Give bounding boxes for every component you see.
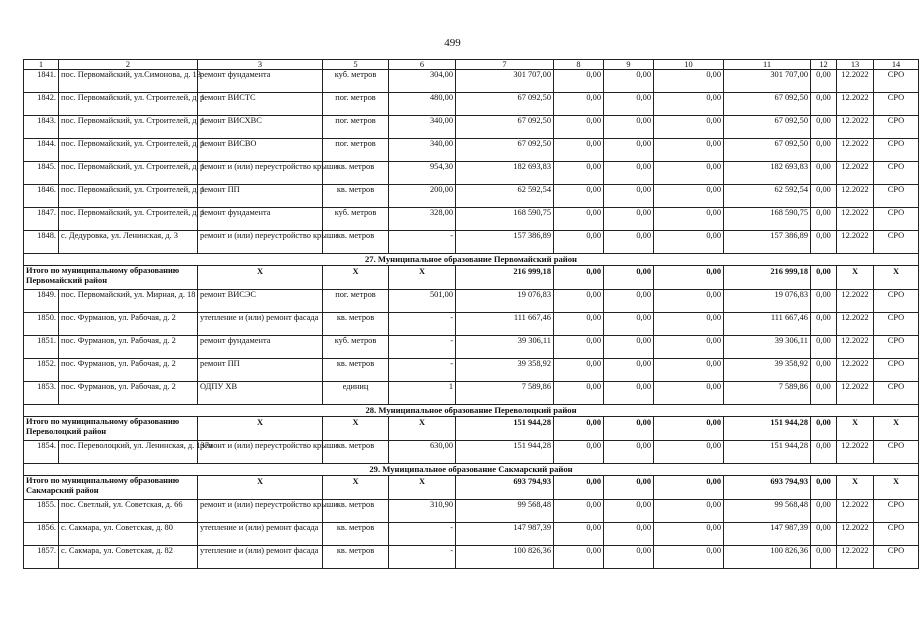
volume-cell: - [389,336,456,359]
row-number: 1843. [24,116,59,139]
deadline-cell: 12.2022 [837,70,874,93]
volume-cell: 954,30 [389,162,456,185]
table-row [24,359,919,382]
address-cell: пос. Первомайский, ул. Строителей, д. 1 [59,185,198,208]
owners-cell: 147 987,39 [724,523,811,546]
table-row [24,231,919,254]
region-cell: 0,00 [604,500,654,523]
deadline-cell: 12.2022 [837,231,874,254]
owners-cell: 67 092,50 [724,93,811,116]
deadline-cell: 12.2022 [837,208,874,231]
address-cell: пос. Фурманов, ул. Рабочая, д. 2 [59,336,198,359]
method-cell: СРО [874,290,919,313]
deadline-cell: 12.2022 [837,500,874,523]
deadline-cell: 12.2022 [837,523,874,546]
address-cell: пос. Первомайский, ул. Строителей, д. 1 [59,116,198,139]
table-row [24,208,919,231]
volume-cell: 304,00 [389,70,456,93]
subtotal-row [24,476,919,500]
owners-cell: 99 568,48 [724,500,811,523]
other-cell: 0,00 [811,313,837,336]
other-cell: 0,00 [811,70,837,93]
region-cell: 0,00 [604,382,654,405]
volume-cell: - [389,546,456,569]
row-number: 1844. [24,139,59,162]
local-cell: 0,00 [654,546,724,569]
address-cell: с. Сакмара, ул. Советская, д. 80 [59,523,198,546]
table-row [24,139,919,162]
local-cell: 0,00 [654,441,724,464]
region-cell: 0,00 [604,290,654,313]
region-cell: 0,00 [604,185,654,208]
volume-cell: 328,00 [389,208,456,231]
work-type-cell: ремонт фундамента [198,208,323,231]
local-cell: 0,00 [654,359,724,382]
subtotal-row [24,417,919,441]
subtotal-cell: X [874,476,919,500]
subtotal-row [24,266,919,290]
row-number: 1855. [24,500,59,523]
work-type-cell: ремонт ВИСТС [198,93,323,116]
address-cell: пос. Светлый, ул. Советская, д. 66 [59,500,198,523]
other-cell: 0,00 [811,116,837,139]
address-cell: пос. Фурманов, ул. Рабочая, д. 2 [59,382,198,405]
region-cell: 0,00 [604,231,654,254]
subtotal-cell: X [389,266,456,290]
row-number: 1857. [24,546,59,569]
other-cell: 0,00 [811,359,837,382]
total-cost-cell: 168 590,75 [456,208,554,231]
work-type-cell: утепление и (или) ремонт фасада [198,546,323,569]
section-heading-row [24,405,919,417]
work-type-cell: ремонт ПП [198,185,323,208]
total-cost-cell: 67 092,50 [456,93,554,116]
work-type-cell: ремонт и (или) переустройство крыши [198,231,323,254]
region-cell: 0,00 [604,546,654,569]
region-cell: 0,00 [604,70,654,93]
deadline-cell: 12.2022 [837,139,874,162]
other-cell: 0,00 [811,93,837,116]
work-type-cell: ремонт фундамента [198,70,323,93]
other-cell: 0,00 [811,546,837,569]
column-number-cell: 1 [24,60,59,70]
table-row [24,313,919,336]
local-cell: 0,00 [654,70,724,93]
subtotal-cell: 0,00 [654,476,724,500]
method-cell: СРО [874,313,919,336]
subtotal-cell: 0,00 [554,476,604,500]
other-cell: 0,00 [811,500,837,523]
other-cell: 0,00 [811,231,837,254]
fund-cell: 0,00 [554,208,604,231]
region-cell: 0,00 [604,523,654,546]
column-number-cell: 13 [837,60,874,70]
other-cell: 0,00 [811,523,837,546]
method-cell: СРО [874,441,919,464]
table-row [24,523,919,546]
subtotal-cell: X [874,266,919,290]
address-cell: пос. Первомайский, ул. Строителей, д. 1 [59,162,198,185]
owners-cell: 301 707,00 [724,70,811,93]
owners-cell: 151 944,28 [724,441,811,464]
column-number-cell: 11 [724,60,811,70]
region-cell: 0,00 [604,116,654,139]
other-cell: 0,00 [811,441,837,464]
owners-cell: 39 306,11 [724,336,811,359]
subtotal-cell: 693 794,93 [724,476,811,500]
fund-cell: 0,00 [554,70,604,93]
volume-cell: 340,00 [389,139,456,162]
owners-cell: 67 092,50 [724,116,811,139]
section-heading-row [24,254,919,266]
owners-cell: 182 693,83 [724,162,811,185]
unit-cell: куб. метров [323,208,389,231]
deadline-cell: 12.2022 [837,162,874,185]
fund-cell: 0,00 [554,139,604,162]
owners-cell: 62 592,54 [724,185,811,208]
address-cell: с. Дедуровка, ул. Ленинская, д. 3 [59,231,198,254]
unit-cell: кв. метров [323,523,389,546]
table-row [24,93,919,116]
unit-cell: кв. метров [323,313,389,336]
table-row [24,546,919,569]
volume-cell: - [389,313,456,336]
deadline-cell: 12.2022 [837,290,874,313]
local-cell: 0,00 [654,500,724,523]
column-number-cell: 5 [323,60,389,70]
table-row [24,290,919,313]
table-row [24,185,919,208]
work-type-cell: утепление и (или) ремонт фасада [198,523,323,546]
table-row [24,382,919,405]
subtotal-cell: 0,00 [604,476,654,500]
section-heading: 27. Муниципальное образование Первомайский район [24,254,919,266]
row-number: 1848. [24,231,59,254]
table-row [24,336,919,359]
address-cell: пос. Первомайский, ул. Строителей, д. 1 [59,93,198,116]
local-cell: 0,00 [654,336,724,359]
unit-cell: пог. метров [323,116,389,139]
method-cell: СРО [874,523,919,546]
local-cell: 0,00 [654,313,724,336]
table-row [24,441,919,464]
total-cost-cell: 182 693,83 [456,162,554,185]
volume-cell: - [389,523,456,546]
work-type-cell: ремонт ПП [198,359,323,382]
fund-cell: 0,00 [554,336,604,359]
address-cell: пос. Первомайский, ул. Строителей, д. 1 [59,139,198,162]
local-cell: 0,00 [654,290,724,313]
method-cell: СРО [874,546,919,569]
subtotal-cell: 0,00 [554,417,604,441]
other-cell: 0,00 [811,162,837,185]
unit-cell: кв. метров [323,546,389,569]
volume-cell: 200,00 [389,185,456,208]
local-cell: 0,00 [654,116,724,139]
region-cell: 0,00 [604,93,654,116]
capital-repair-table [23,59,919,569]
table-row [24,162,919,185]
work-type-cell: утепление и (или) ремонт фасада [198,313,323,336]
total-cost-cell: 67 092,50 [456,139,554,162]
local-cell: 0,00 [654,208,724,231]
fund-cell: 0,00 [554,116,604,139]
method-cell: СРО [874,116,919,139]
method-cell: СРО [874,93,919,116]
owners-cell: 7 589,86 [724,382,811,405]
subtotal-cell: 0,00 [811,476,837,500]
method-cell: СРО [874,359,919,382]
local-cell: 0,00 [654,93,724,116]
method-cell: СРО [874,231,919,254]
deadline-cell: 12.2022 [837,313,874,336]
subtotal-cell: 0,00 [654,417,724,441]
region-cell: 0,00 [604,441,654,464]
section-heading-row [24,464,919,476]
deadline-cell: 12.2022 [837,441,874,464]
unit-cell: кв. метров [323,441,389,464]
deadline-cell: 12.2022 [837,546,874,569]
work-type-cell: ремонт ВИСХВС [198,116,323,139]
row-number: 1841. [24,70,59,93]
unit-cell: куб. метров [323,70,389,93]
subtotal-cell: X [198,476,323,500]
volume-cell: 310,90 [389,500,456,523]
method-cell: СРО [874,382,919,405]
total-cost-cell: 157 386,89 [456,231,554,254]
method-cell: СРО [874,139,919,162]
other-cell: 0,00 [811,382,837,405]
fund-cell: 0,00 [554,382,604,405]
subtotal-cell: 151 944,28 [456,417,554,441]
owners-cell: 19 076,83 [724,290,811,313]
method-cell: СРО [874,500,919,523]
column-number-cell: 3 [198,60,323,70]
fund-cell: 0,00 [554,523,604,546]
work-type-cell: ОДПУ ХВ [198,382,323,405]
work-type-cell: ремонт и (или) переустройство крыши [198,441,323,464]
subtotal-cell: X [874,417,919,441]
table-row [24,70,919,93]
unit-cell: единиц [323,382,389,405]
fund-cell: 0,00 [554,290,604,313]
unit-cell: кв. метров [323,162,389,185]
subtotal-cell: 0,00 [604,417,654,441]
subtotal-cell: X [389,476,456,500]
subtotal-label: Итого по муниципальному образованию Сакмарский район [24,476,198,500]
owners-cell: 39 358,92 [724,359,811,382]
row-number: 1852. [24,359,59,382]
row-number: 1854. [24,441,59,464]
table-row [24,500,919,523]
subtotal-cell: 0,00 [811,417,837,441]
column-number-cell: 12 [811,60,837,70]
volume-cell: 480,00 [389,93,456,116]
method-cell: СРО [874,162,919,185]
volume-cell: - [389,231,456,254]
fund-cell: 0,00 [554,93,604,116]
total-cost-cell: 19 076,83 [456,290,554,313]
region-cell: 0,00 [604,313,654,336]
subtotal-cell: X [837,476,874,500]
column-number-cell: 2 [59,60,198,70]
subtotal-cell: 693 794,93 [456,476,554,500]
unit-cell: пог. метров [323,139,389,162]
subtotal-cell: X [323,417,389,441]
unit-cell: кв. метров [323,500,389,523]
local-cell: 0,00 [654,523,724,546]
address-cell: с. Сакмара, ул. Советская, д. 82 [59,546,198,569]
local-cell: 0,00 [654,231,724,254]
fund-cell: 0,00 [554,231,604,254]
region-cell: 0,00 [604,359,654,382]
region-cell: 0,00 [604,162,654,185]
unit-cell: кв. метров [323,185,389,208]
subtotal-cell: X [198,266,323,290]
total-cost-cell: 111 667,46 [456,313,554,336]
work-type-cell: ремонт ВИСВО [198,139,323,162]
subtotal-cell: 216 999,18 [724,266,811,290]
column-number-cell: 7 [456,60,554,70]
address-cell: пос. Фурманов, ул. Рабочая, д. 2 [59,313,198,336]
subtotal-cell: X [837,266,874,290]
total-cost-cell: 39 306,11 [456,336,554,359]
subtotal-cell: 0,00 [654,266,724,290]
work-type-cell: ремонт и (или) переустройство крыши [198,162,323,185]
deadline-cell: 12.2022 [837,336,874,359]
other-cell: 0,00 [811,336,837,359]
fund-cell: 0,00 [554,546,604,569]
fund-cell: 0,00 [554,500,604,523]
subtotal-cell: X [323,266,389,290]
total-cost-cell: 99 568,48 [456,500,554,523]
deadline-cell: 12.2022 [837,116,874,139]
section-heading: 29. Муниципальное образование Сакмарский район [24,464,919,476]
row-number: 1842. [24,93,59,116]
owners-cell: 67 092,50 [724,139,811,162]
method-cell: СРО [874,208,919,231]
subtotal-cell: X [198,417,323,441]
column-number-cell: 9 [604,60,654,70]
deadline-cell: 12.2022 [837,185,874,208]
total-cost-cell: 67 092,50 [456,116,554,139]
other-cell: 0,00 [811,185,837,208]
column-number-cell: 6 [389,60,456,70]
column-number-cell: 8 [554,60,604,70]
subtotal-cell: X [323,476,389,500]
volume-cell: 340,00 [389,116,456,139]
address-cell: пос. Фурманов, ул. Рабочая, д. 2 [59,359,198,382]
column-number-row [24,60,919,70]
unit-cell: кв. метров [323,359,389,382]
subtotal-cell: 0,00 [554,266,604,290]
fund-cell: 0,00 [554,185,604,208]
address-cell: пос. Переволоцкий, ул. Ленинская, д. 137а [59,441,198,464]
volume-cell: 501,00 [389,290,456,313]
method-cell: СРО [874,185,919,208]
deadline-cell: 12.2022 [837,359,874,382]
deadline-cell: 12.2022 [837,93,874,116]
region-cell: 0,00 [604,336,654,359]
fund-cell: 0,00 [554,441,604,464]
subtotal-cell: 216 999,18 [456,266,554,290]
owners-cell: 157 386,89 [724,231,811,254]
subtotal-cell: X [389,417,456,441]
subtotal-label: Итого по муниципальному образованию Переволоцкий район [24,417,198,441]
region-cell: 0,00 [604,208,654,231]
total-cost-cell: 7 589,86 [456,382,554,405]
unit-cell: пог. метров [323,290,389,313]
subtotal-cell: 0,00 [811,266,837,290]
row-number: 1850. [24,313,59,336]
volume-cell: 1 [389,382,456,405]
subtotal-cell: 151 944,28 [724,417,811,441]
work-type-cell: ремонт и (или) переустройство крыши [198,500,323,523]
fund-cell: 0,00 [554,359,604,382]
owners-cell: 168 590,75 [724,208,811,231]
address-cell: пос. Первомайский, ул. Строителей, д. 1 [59,208,198,231]
total-cost-cell: 147 987,39 [456,523,554,546]
local-cell: 0,00 [654,185,724,208]
subtotal-label: Итого по муниципальному образованию Первомайский район [24,266,198,290]
row-number: 1846. [24,185,59,208]
address-cell: пос. Первомайский, ул. Мирная, д. 18 [59,290,198,313]
fund-cell: 0,00 [554,313,604,336]
unit-cell: куб. метров [323,336,389,359]
row-number: 1845. [24,162,59,185]
column-number-cell: 14 [874,60,919,70]
column-number-cell: 10 [654,60,724,70]
unit-cell: пог. метров [323,93,389,116]
other-cell: 0,00 [811,208,837,231]
owners-cell: 100 826,36 [724,546,811,569]
subtotal-cell: 0,00 [604,266,654,290]
other-cell: 0,00 [811,290,837,313]
volume-cell: - [389,359,456,382]
table-row [24,116,919,139]
row-number: 1853. [24,382,59,405]
row-number: 1856. [24,523,59,546]
region-cell: 0,00 [604,139,654,162]
row-number: 1849. [24,290,59,313]
local-cell: 0,00 [654,162,724,185]
row-number: 1851. [24,336,59,359]
owners-cell: 111 667,46 [724,313,811,336]
work-type-cell: ремонт ВИСЭС [198,290,323,313]
other-cell: 0,00 [811,139,837,162]
row-number: 1847. [24,208,59,231]
work-type-cell: ремонт фундамента [198,336,323,359]
total-cost-cell: 62 592,54 [456,185,554,208]
section-heading: 28. Муниципальное образование Переволоцкий район [24,405,919,417]
total-cost-cell: 151 944,28 [456,441,554,464]
fund-cell: 0,00 [554,162,604,185]
method-cell: СРО [874,70,919,93]
page-number: 499 [444,37,461,49]
local-cell: 0,00 [654,382,724,405]
deadline-cell: 12.2022 [837,382,874,405]
address-cell: пос. Первомайский, ул.Симонова, д. 13 [59,70,198,93]
total-cost-cell: 100 826,36 [456,546,554,569]
unit-cell: кв. метров [323,231,389,254]
total-cost-cell: 39 358,92 [456,359,554,382]
volume-cell: 630,00 [389,441,456,464]
local-cell: 0,00 [654,139,724,162]
method-cell: СРО [874,336,919,359]
total-cost-cell: 301 707,00 [456,70,554,93]
subtotal-cell: X [837,417,874,441]
